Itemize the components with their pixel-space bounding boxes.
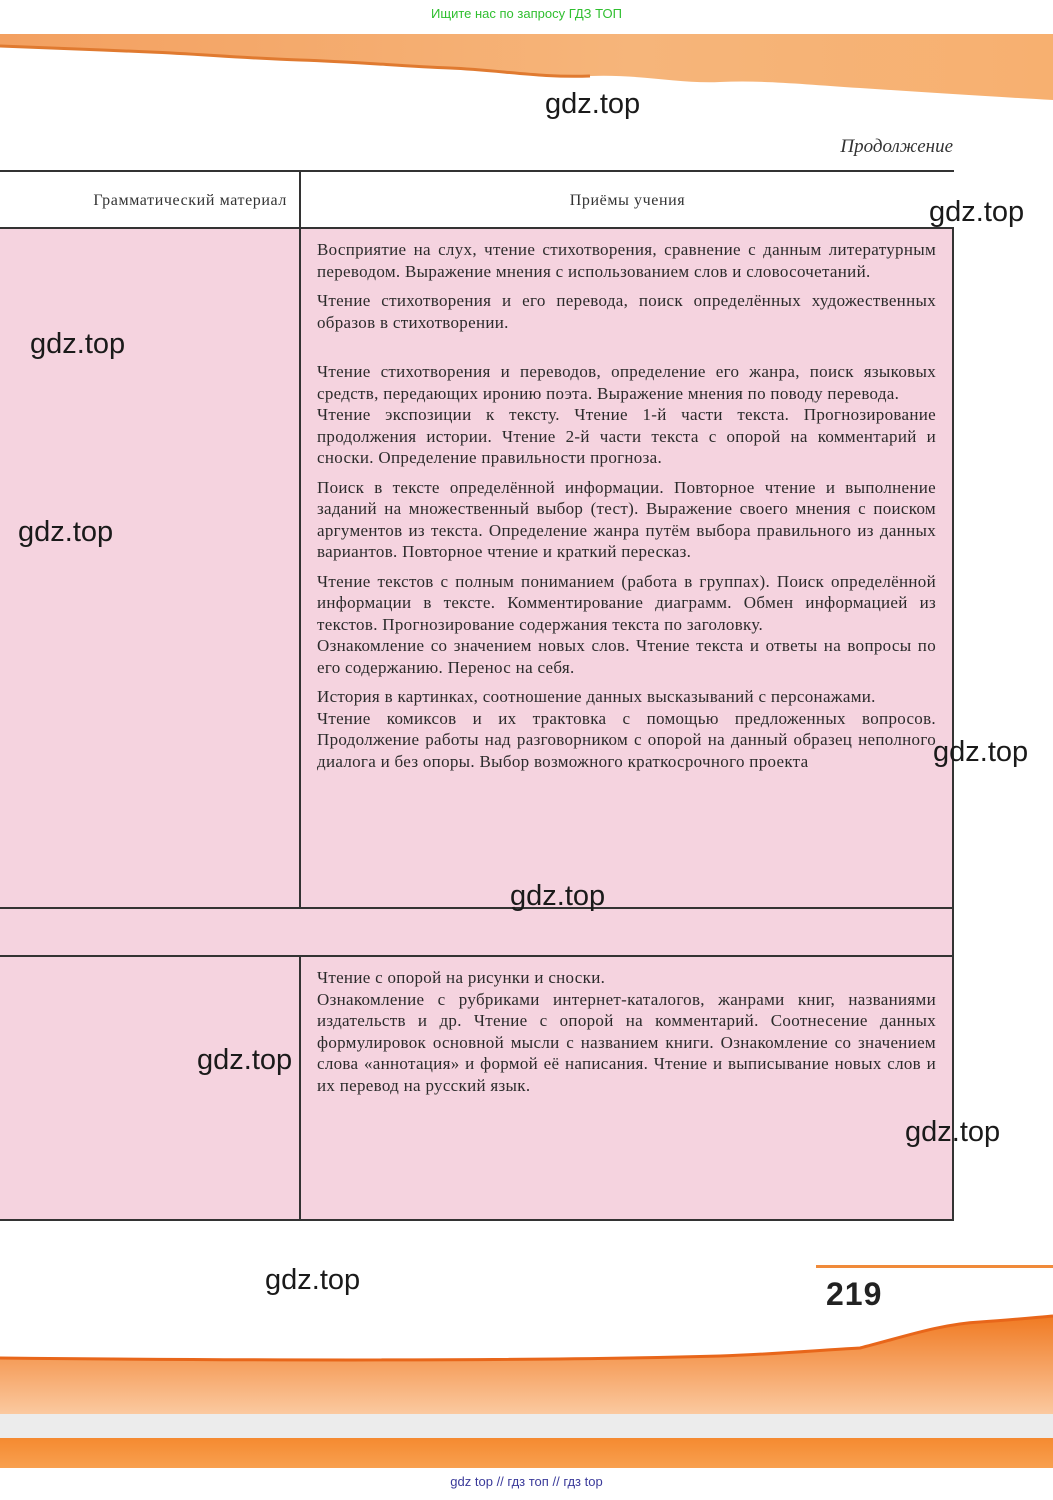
watermark: gdz.top xyxy=(18,516,114,548)
methods-cell xyxy=(301,229,954,907)
watermark: gdz.top xyxy=(545,88,641,120)
header-learning-methods: Приёмы учения xyxy=(569,191,686,209)
watermark: gdz.top xyxy=(933,736,1029,768)
method-paragraph: Чтение стихотворения и переводов, определение его жанра, поиск языковых средств, передающих иронию поэта. Выражение мнения по поводу перевода. xyxy=(317,362,936,403)
page-number: 219 xyxy=(826,1276,883,1312)
table-header xyxy=(0,170,954,229)
bottom-link[interactable]: гдз top xyxy=(563,1474,603,1489)
link-separator: // xyxy=(496,1474,504,1489)
bottom-link[interactable]: гдз топ xyxy=(507,1474,549,1489)
methods-table xyxy=(0,170,954,1221)
watermark: gdz.top xyxy=(905,1116,1001,1148)
grammar-cell xyxy=(0,957,301,1219)
link-separator: // xyxy=(552,1474,560,1489)
watermark: gdz.top xyxy=(265,1264,361,1296)
top-decorative-banner xyxy=(0,30,1053,102)
method-paragraph: История в картинках, соотношение данных высказываний с персонажами. xyxy=(317,687,876,706)
header-grammar-material: Грамматический материал xyxy=(0,172,301,229)
table-row xyxy=(0,957,954,1221)
method-paragraph: Поиск в тексте определённой информации. Повторное чтение и выполнение заданий на множественный выбор (тест). Выражение своего мнения с поиском аргументов из текста. Определение жанра путём выбора правильного из данных вариантов. Повторное чтение и краткий пересказ. xyxy=(317,477,936,561)
table-row-spacer xyxy=(0,909,954,957)
page-number-rule xyxy=(816,1265,1053,1268)
top-search-hint[interactable]: Ищите нас по запросу ГДЗ ТОП xyxy=(431,6,622,21)
method-paragraph: Чтение стихотворения и его перевода, поиск определённых художественных образов в стихотворении. xyxy=(317,291,936,332)
continued-label: Продолжение xyxy=(840,136,953,157)
method-paragraph: Чтение текстов с полным пониманием (работа в группах). Поиск определённой информации в тексте. Комментирование диаграмм. Обмен информацией из текстов. Прогнозирование содержания текста по заголовку. xyxy=(317,571,936,634)
method-paragraph: Чтение экспозиции к тексту. Чтение 1-й части текста. Прогнозирование продолжения истории. Чтение 2-й части текста с опорой на комментарий и сноски. Определение правильности прогноза. xyxy=(317,405,936,467)
watermark: gdz.top xyxy=(929,196,1025,228)
method-paragraph: Чтение с опорой на рисунки и сноски. xyxy=(317,968,606,987)
bottom-decorative-banner xyxy=(0,1310,1053,1470)
method-paragraph: Ознакомление с рубриками интернет-каталогов, жанрами книг, названиями издательств и др. Чтение с опорой на комментарий. Соотнесение данных формулировок основной мысли с названием книги. Ознакомление со значением слова «аннотация» и формой её написания. Чтение и выписывание новых слов и их перевод на русский язык. xyxy=(317,989,936,1095)
bottom-link[interactable]: gdz top xyxy=(450,1474,493,1489)
bottom-links xyxy=(0,1474,1053,1489)
watermark: gdz.top xyxy=(30,328,126,360)
watermark: gdz.top xyxy=(197,1044,293,1076)
methods-cell xyxy=(301,957,954,1219)
table-row xyxy=(0,229,954,909)
method-paragraph: Чтение комиксов и их трактовка с помощью предложенных вопросов. Продолжение работы над разговорником с опорой на данный образец неполного диалога и без опоры. Выбор возможного краткосрочного проекта xyxy=(317,708,936,771)
watermark: gdz.top xyxy=(510,880,606,912)
method-paragraph: Ознакомление со значением новых слов. Чтение текста и ответы на вопросы по его содержанию. Перенос на себя. xyxy=(317,636,936,677)
method-paragraph: Восприятие на слух, чтение стихотворения, сравнение с данным литературным переводом. Выражение мнения с использованием слов и словосочетаний. xyxy=(317,240,936,281)
